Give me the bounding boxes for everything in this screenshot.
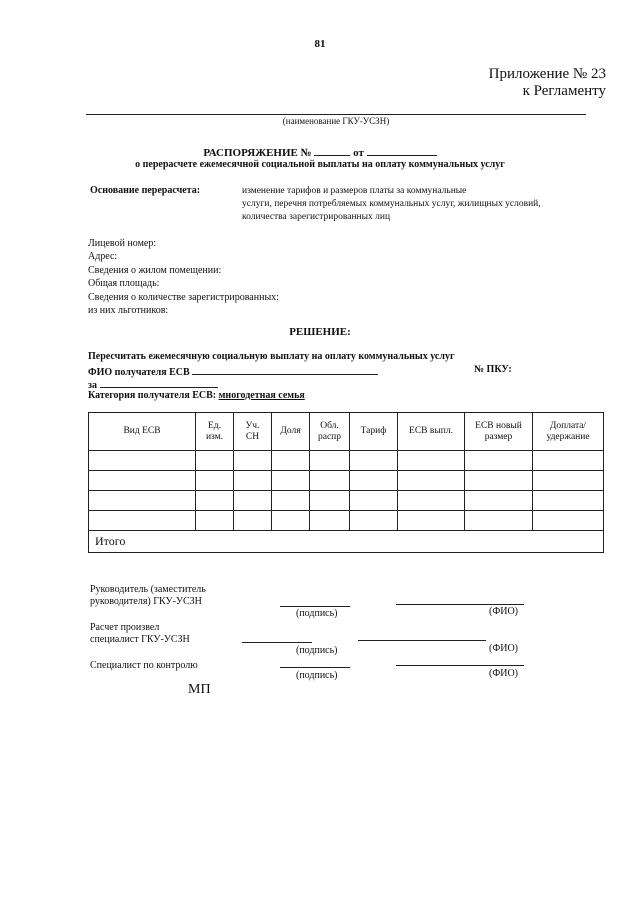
col-header-unit: Ед. изм.	[196, 413, 234, 451]
head-signature-label	[90, 584, 206, 608]
cell[interactable]	[398, 511, 465, 531]
head-signature-line[interactable]	[280, 606, 350, 607]
org-name-line	[86, 114, 586, 115]
head-label-line-1: Руководитель (заместитель	[90, 584, 206, 595]
control-signature-label: Специалист по контролю	[90, 660, 198, 671]
cell[interactable]	[272, 491, 310, 511]
order-title	[0, 145, 640, 159]
beneficiaries-field: из них льготников:	[88, 305, 169, 317]
cell[interactable]	[533, 511, 604, 531]
recipient-fio-label: ФИО получателя ЕСВ	[88, 367, 190, 378]
category-label: Категория получателя ЕСВ:	[88, 390, 217, 401]
basis-line-1: изменение тарифов и размеров платы за коммунальные	[242, 186, 467, 196]
cell[interactable]	[533, 471, 604, 491]
cell[interactable]	[89, 471, 196, 491]
calc-fio-line[interactable]	[358, 640, 486, 641]
table-row	[89, 511, 604, 531]
recipient-fio	[88, 364, 378, 378]
cell[interactable]	[465, 491, 533, 511]
period	[88, 377, 218, 391]
control-fio-line[interactable]	[396, 665, 524, 666]
cell[interactable]	[398, 471, 465, 491]
recipient-info-fields	[88, 237, 279, 317]
cell[interactable]	[310, 491, 350, 511]
stamp-place: МП	[188, 682, 211, 697]
cell[interactable]	[465, 471, 533, 491]
cell[interactable]	[465, 451, 533, 471]
total-label: Итого	[89, 531, 604, 553]
cell[interactable]	[234, 451, 272, 471]
control-signature-caption: (подпись)	[296, 670, 338, 681]
table-row	[89, 471, 604, 491]
cell[interactable]	[272, 511, 310, 531]
category-value: многодетная семья	[218, 390, 305, 401]
col-header-sn: Уч. СН	[234, 413, 272, 451]
cell[interactable]	[350, 511, 398, 531]
cell[interactable]	[310, 471, 350, 491]
col-header-paid: ЕСВ выпл.	[398, 413, 465, 451]
cell[interactable]	[196, 491, 234, 511]
head-fio-line[interactable]	[396, 604, 524, 605]
cell[interactable]	[234, 511, 272, 531]
cell[interactable]	[533, 491, 604, 511]
cell[interactable]	[234, 471, 272, 491]
calc-label-line-2: специалист ГКУ-УСЗН	[90, 634, 190, 645]
cell[interactable]	[533, 451, 604, 471]
cell[interactable]	[398, 491, 465, 511]
table-header-row	[89, 413, 604, 451]
period-label: за	[88, 380, 98, 391]
pku-label: № ПКУ:	[474, 364, 512, 375]
appendix-header	[489, 66, 606, 100]
table-row	[89, 491, 604, 511]
calc-fio-caption: (ФИО)	[489, 643, 519, 654]
recipient-category	[88, 390, 305, 401]
decision-heading: РЕШЕНИЕ:	[289, 326, 351, 338]
order-number-blank[interactable]	[314, 145, 350, 156]
order-date-blank[interactable]	[367, 145, 437, 156]
cell[interactable]	[310, 451, 350, 471]
recalc-table	[88, 412, 604, 553]
head-fio-caption: (ФИО)	[489, 606, 519, 617]
calc-signature-caption: (подпись)	[296, 645, 338, 656]
appendix-line-1: Приложение № 23	[488, 66, 606, 82]
calc-signature-label	[90, 622, 190, 646]
cell[interactable]	[272, 451, 310, 471]
head-label-line-2: руководителя) ГКУ-УСЗН	[90, 596, 202, 607]
basis-text	[242, 185, 602, 224]
control-signature-line[interactable]	[280, 667, 350, 668]
cell[interactable]	[89, 451, 196, 471]
address-field: Адрес:	[88, 251, 118, 263]
col-header-new: ЕСВ новый размер	[465, 413, 533, 451]
cell[interactable]	[89, 491, 196, 511]
cell[interactable]	[398, 451, 465, 471]
order-subtitle: о перерасчете ежемесячной социальной выплаты на оплату коммунальных услуг	[135, 159, 505, 170]
calc-signature-line[interactable]	[242, 642, 312, 643]
recipient-fio-blank[interactable]	[192, 364, 378, 375]
basis-line-2: услуги, перечня потребляемых коммунальных услуг, жилищных условий,	[242, 199, 541, 209]
cell[interactable]	[350, 491, 398, 511]
appendix-line-2: к Регламенту	[522, 83, 606, 99]
cell[interactable]	[89, 511, 196, 531]
col-header-share: Доля	[272, 413, 310, 451]
order-title-prefix: РАСПОРЯЖЕНИЕ №	[203, 147, 312, 159]
basis-label: Основание перерасчета:	[90, 185, 201, 196]
org-name-caption: (наименование ГКУ-УСЗН)	[282, 116, 390, 126]
cell[interactable]	[465, 511, 533, 531]
page-number: 81	[314, 38, 326, 50]
col-header-area: Обл. распр	[310, 413, 350, 451]
col-header-adjust: Доплата/ удержание	[533, 413, 604, 451]
table-total-row	[89, 531, 604, 553]
housing-info-field: Сведения о жилом помещении:	[88, 264, 222, 276]
total-area-field: Общая площадь:	[88, 278, 160, 290]
registered-count-field: Сведения о количестве зарегистрированных:	[88, 291, 279, 303]
calc-label-line-1: Расчет произвел	[90, 622, 160, 633]
cell[interactable]	[196, 451, 234, 471]
recalc-text: Пересчитать ежемесячную социальную выплату на оплату коммунальных услуг	[88, 351, 455, 362]
order-title-from: от	[353, 147, 364, 159]
control-fio-caption: (ФИО)	[489, 668, 519, 679]
cell[interactable]	[196, 511, 234, 531]
head-signature-caption: (подпись)	[296, 608, 338, 619]
account-number-field: Лицевой номер:	[88, 238, 157, 249]
col-header-tariff: Тариф	[350, 413, 398, 451]
cell[interactable]	[350, 451, 398, 471]
cell[interactable]	[196, 471, 234, 491]
table-row	[89, 451, 604, 471]
basis-line-3: количества зарегистрированных лиц	[242, 212, 391, 222]
period-blank[interactable]	[100, 377, 218, 388]
cell[interactable]	[234, 491, 272, 511]
cell[interactable]	[350, 471, 398, 491]
col-header-type: Вид ЕСВ	[89, 413, 196, 451]
cell[interactable]	[310, 511, 350, 531]
cell[interactable]	[272, 471, 310, 491]
